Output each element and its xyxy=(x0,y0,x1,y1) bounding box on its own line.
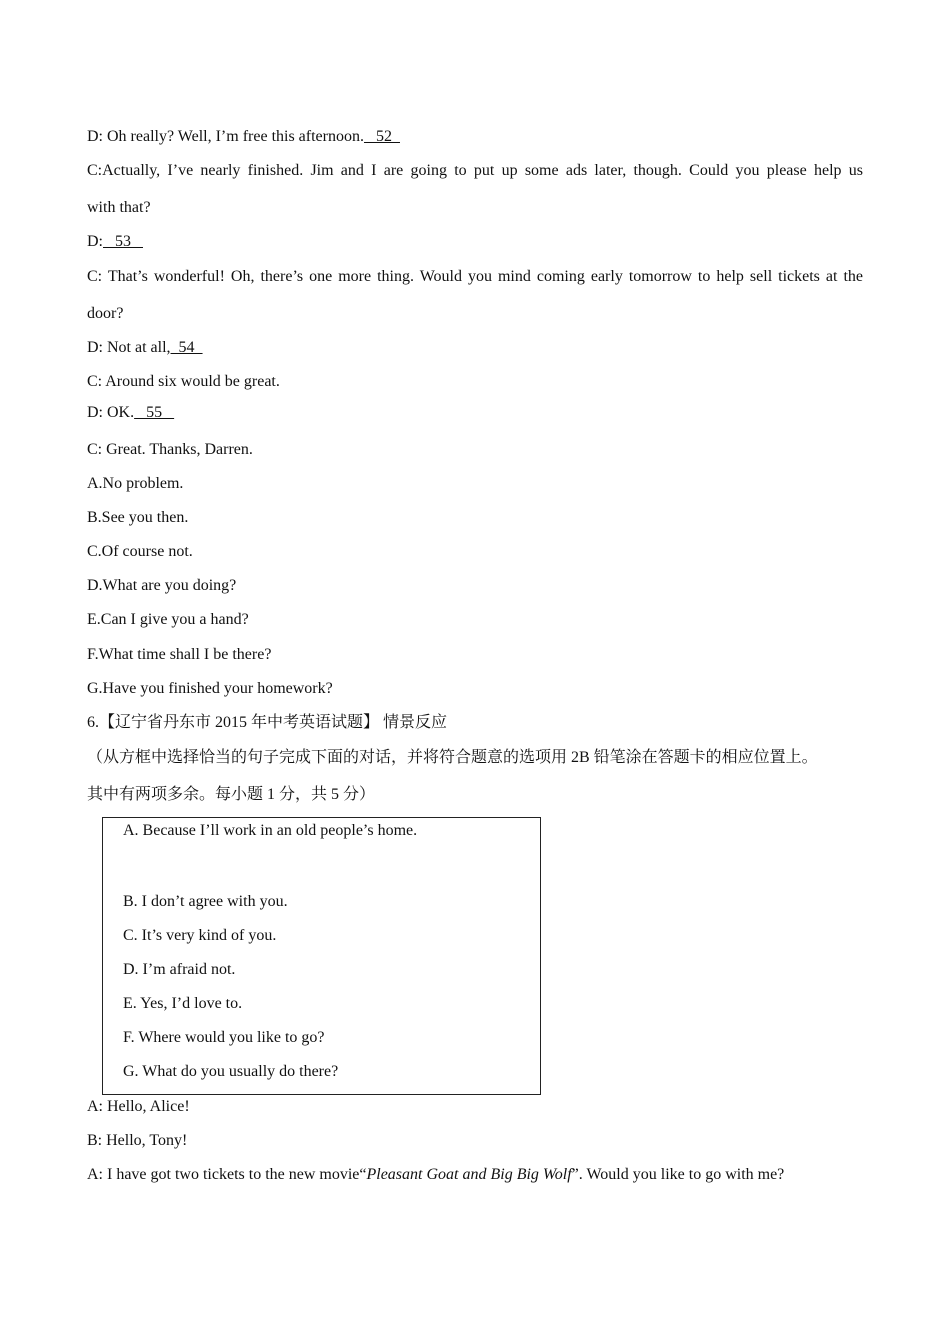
option-e: E.Can I give you a hand? xyxy=(87,611,249,628)
dialogue-text: D: Not at all, xyxy=(87,339,171,356)
section-heading: 6.【辽宁省丹东市 2015 年中考英语试题】 情景反应 xyxy=(87,714,448,731)
section-instructions: （从方框中选择恰当的句子完成下面的对话，并将符合题意的选项用 2B 铅笔涂在答题卡的相应位置上。 xyxy=(87,749,818,766)
dialogue-text: D: Oh really? Well, I’m free this afternoon. xyxy=(87,128,364,145)
box-option-c: C. It’s very kind of you. xyxy=(123,927,277,944)
option-c: C.Of course not. xyxy=(87,543,193,560)
blank-54: 54 xyxy=(170,339,203,356)
dialogue-text: ”. Would you like to go with me? xyxy=(571,1166,785,1183)
dialogue2-line-a-hello: A: Hello, Alice! xyxy=(87,1098,190,1115)
dialogue-text: D: OK. xyxy=(87,404,135,421)
movie-title: Pleasant Goat and Big Big Wolf xyxy=(366,1166,572,1183)
option-g: G.Have you finished your homework? xyxy=(87,680,333,697)
dialogue-line-c-six: C: Around six would be great. xyxy=(87,373,280,390)
box-option-g: G. What do you usually do there? xyxy=(123,1063,339,1080)
dialogue-line-d-54 xyxy=(87,338,203,358)
box-option-d: D. I’m afraid not. xyxy=(123,961,236,978)
options-box xyxy=(102,817,541,1095)
option-b: B.See you then. xyxy=(87,509,189,526)
dialogue2-line-a-tickets xyxy=(87,1165,784,1185)
dialogue-line-c-actually-cont: with that? xyxy=(87,199,151,216)
blank-53: 53 xyxy=(103,233,143,250)
dialogue-line-d-free xyxy=(87,127,400,147)
dialogue-line-d-53 xyxy=(87,232,143,252)
box-option-f: F. Where would you like to go? xyxy=(123,1029,325,1046)
dialogue-text: D: xyxy=(87,233,103,250)
option-d: D.What are you doing? xyxy=(87,577,237,594)
section-instructions-cont: 其中有两项多余。每小题 1 分，共 5 分） xyxy=(87,786,376,803)
dialogue2-line-b-hello: B: Hello, Tony! xyxy=(87,1132,188,1149)
option-a: A.No problem. xyxy=(87,475,184,492)
blank-55: 55 xyxy=(134,404,175,421)
dialogue-line-c-actually: C:Actually, I’ve nearly finished. Jim and I are going to put up some ads later, though. Could you please help us xyxy=(87,162,863,179)
blank-52: 52 xyxy=(363,128,400,145)
dialogue-line-c-wonderful-cont: door? xyxy=(87,305,124,322)
option-f: F.What time shall I be there? xyxy=(87,646,272,663)
dialogue-line-c-wonderful: C: That’s wonderful! Oh, there’s one more thing. Would you mind coming early tomorrow to help sell tickets at the xyxy=(87,268,863,285)
dialogue-line-d-55 xyxy=(87,403,174,423)
dialogue-text: A: I have got two tickets to the new movie“ xyxy=(87,1166,367,1183)
dialogue-line-c-thanks: C: Great. Thanks, Darren. xyxy=(87,441,253,458)
box-option-a: A. Because I’ll work in an old people’s home. xyxy=(123,822,418,839)
box-option-e: E. Yes, I’d love to. xyxy=(123,995,243,1012)
box-option-b: B. I don’t agree with you. xyxy=(123,893,288,910)
